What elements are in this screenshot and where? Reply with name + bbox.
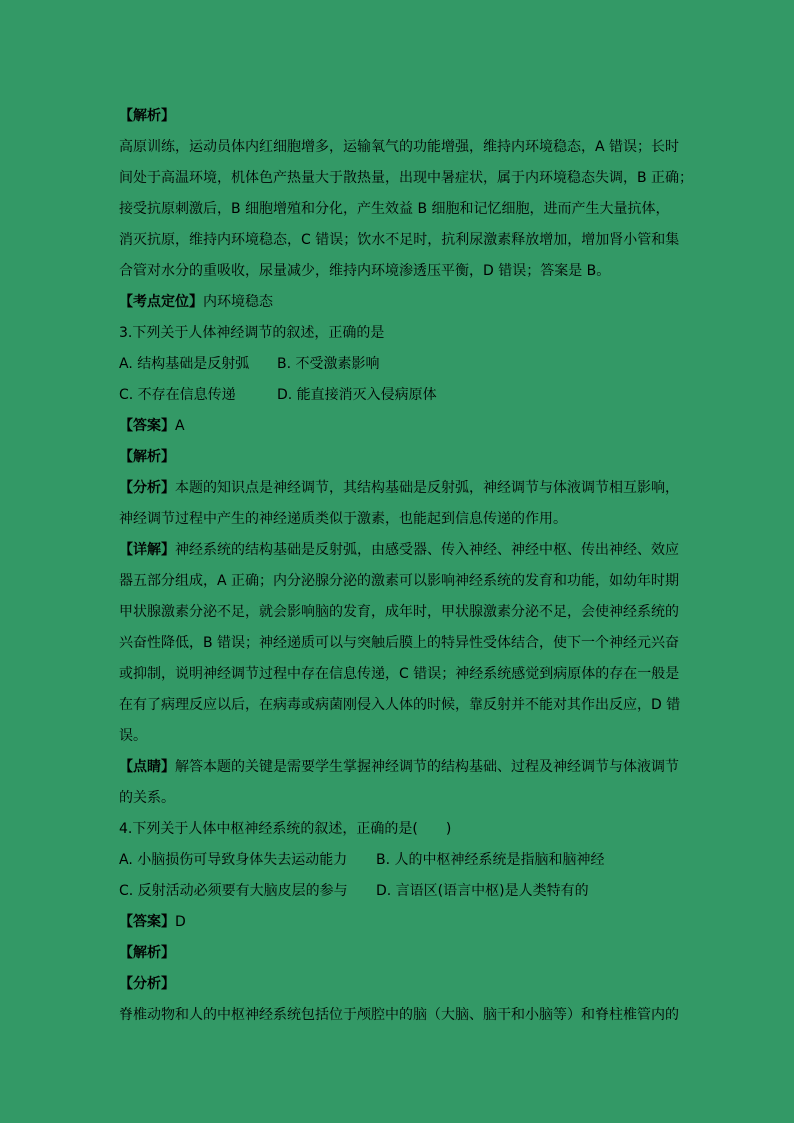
dianjing-text: 解答本题的关键是需要学生掌握神经调节的结构基础、过程及神经调节与体液调节 — [175, 759, 679, 775]
q4-option-a: A. 小脑损伤可导致身体失去运动能力 — [119, 852, 348, 868]
q3-xiangjie-line-2: 器五部分组成，A 正确；内分泌腺分泌的激素可以影响神经系统的发育和功能，如幼年时期 — [119, 573, 680, 589]
q2-jiexi-line-4: 消灭抗原，维持内环境稳态，C 错误；饮水不足时，抗利尿激素释放增加，增加肾小管和集 — [119, 232, 680, 248]
q4-option-c: C. 反射活动必须要有大脑皮层的参与 — [119, 883, 348, 899]
q3-xiangjie-line-5: 或抑制，说明神经调节过程中存在信息传递，C 错误；神经系统感觉到病原体的存在一般是 — [119, 666, 680, 682]
dianjing-tag: 【点睛】 — [119, 759, 175, 775]
answer-tag: 【答案】 — [119, 914, 175, 930]
q3-option-d: D. 能直接消灭入侵病原体 — [277, 387, 437, 403]
q3-xiangjie-line-1 — [119, 535, 679, 566]
q3-xiangjie-line-4: 兴奋性降低，B 错误；神经递质可以与突触后膜上的特异性受体结合，使下一个神经元兴奋 — [119, 635, 680, 651]
q3-answer — [119, 411, 675, 442]
q3-fenxi-line-2: 神经调节过程中产生的神经递质类似于激素，也能起到信息传递的作用。 — [119, 511, 567, 527]
kaodian-tag: 【考点定位】 — [119, 294, 203, 310]
q2-jiexi-heading — [119, 101, 675, 132]
q3-option-b: B. 不受激素影响 — [277, 356, 380, 372]
q3-xiangjie-line-6: 在有了病理反应以后，在病毒或病菌刚侵入人体的时候，靠反射并不能对其作出反应，D 错 — [119, 697, 681, 713]
q3-dianjing-line-2: 的关系。 — [119, 790, 175, 806]
q3-options-row-2 — [119, 380, 675, 411]
q3-xiangjie-line-7: 误。 — [119, 728, 147, 744]
answer-text: D — [175, 914, 186, 930]
xiangjie-tag: 【详解】 — [119, 542, 175, 558]
q3-option-c: C. 不存在信息传递 — [119, 387, 236, 403]
kaodian-text: 内环境稳态 — [203, 294, 273, 310]
q4-jiexi-heading — [119, 938, 675, 969]
q4-option-b: B. 人的中枢神经系统是指脑和脑神经 — [376, 852, 605, 868]
q4-fenxi-line-1: 脊椎动物和人的中枢神经系统包括位于颅腔中的脑（大脑、脑干和小脑等）和脊柱椎管内的 — [119, 1007, 679, 1023]
q3-fenxi-line-1 — [119, 473, 679, 504]
q2-jiexi-line-1: 高原训练，运动员体内红细胞增多，运输氧气的功能增强，维持内环境稳态，A 错误；长时 — [119, 139, 680, 155]
q3-jiexi-heading — [119, 442, 675, 473]
document-page — [119, 101, 694, 1031]
q3-options-row-1 — [119, 349, 675, 380]
q2-jiexi-line-3: 接受抗原刺激后，B 细胞增殖和分化，产生效益 B 细胞和记忆细胞，进而产生大量抗体， — [119, 201, 670, 217]
answer-tag: 【答案】 — [119, 418, 175, 434]
q4-option-d: D. 言语区(语言中枢)是人类特有的 — [376, 883, 589, 899]
q2-jiexi-line-2: 间处于高温环境，机体色产热量大于散热量，出现中暑症状，属于内环境稳态失调，B 正确； — [119, 170, 694, 186]
q4-options-row-2 — [119, 876, 675, 907]
q4-answer — [119, 907, 675, 938]
q2-kaodian — [119, 287, 675, 318]
jiexi-tag: 【解析】 — [119, 108, 175, 124]
xiangjie-text: 神经系统的结构基础是反射弧，由感受器、传入神经、神经中枢、传出神经、效应 — [175, 542, 679, 558]
jiexi-tag: 【解析】 — [119, 449, 175, 465]
q3-xiangjie-line-3: 甲状腺激素分泌不足，就会影响脑的发育，成年时，甲状腺激素分泌不足，会使神经系统的 — [119, 604, 679, 620]
q4-options-row-1 — [119, 845, 675, 876]
q4-fenxi-heading — [119, 969, 675, 1000]
fenxi-text: 本题的知识点是神经调节，其结构基础是反射弧，神经调节与体液调节相互影响， — [175, 480, 679, 496]
q3-option-a: A. 结构基础是反射弧 — [119, 356, 250, 372]
fenxi-tag: 【分析】 — [119, 976, 175, 992]
q2-jiexi-line-5: 合管对水分的重吸收，尿量减少，维持内环境渗透压平衡，D 错误；答案是 B。 — [119, 263, 611, 279]
fenxi-tag: 【分析】 — [119, 480, 175, 496]
q4-question: 4.下列关于人体中枢神经系统的叙述，正确的是( ) — [119, 821, 452, 837]
jiexi-tag: 【解析】 — [119, 945, 175, 961]
q3-question: 3.下列关于人体神经调节的叙述，正确的是 — [119, 325, 385, 341]
answer-text: A — [175, 418, 185, 434]
q3-dianjing-line-1 — [119, 752, 679, 783]
